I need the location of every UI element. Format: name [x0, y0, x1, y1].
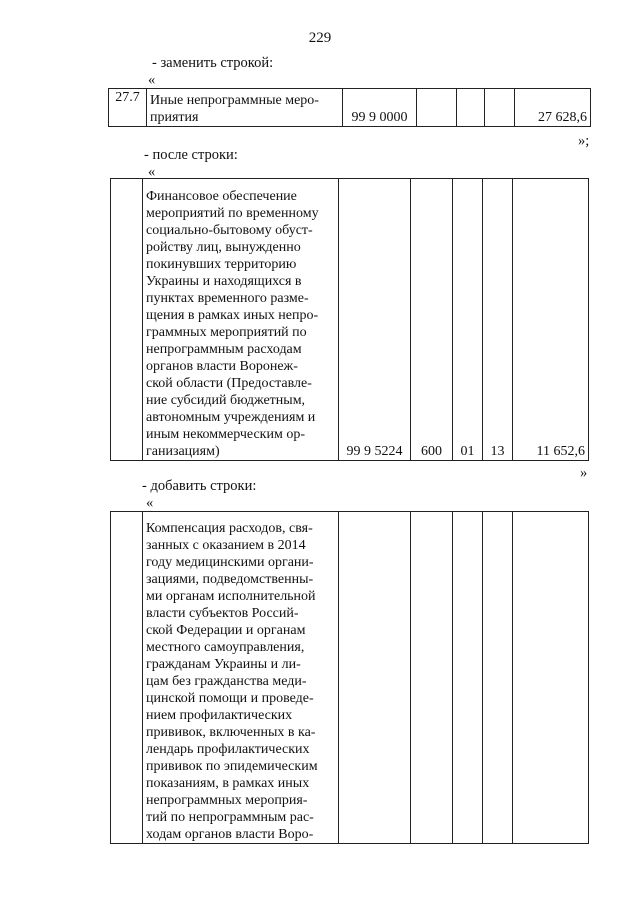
row-name-line: Украины и находящихся в: [146, 274, 302, 289]
code-cell: 99 9 5224: [339, 179, 411, 461]
vr-cell: [417, 89, 457, 127]
row-name-line: ройству лиц, вынужденно: [146, 240, 301, 255]
table-row: [111, 179, 589, 461]
row-name-line: прививок, включенных в ка-: [146, 725, 316, 740]
row-name-line: нием профилактических: [146, 708, 293, 723]
pr-cell: [483, 512, 513, 844]
close-quote: »;: [578, 133, 590, 149]
open-quote: «: [148, 164, 156, 180]
pr-cell: 13: [483, 179, 513, 461]
code-cell: 99 9 0000: [343, 89, 417, 127]
row-name-line: органов власти Воронеж-: [146, 359, 298, 374]
row-number: [111, 512, 143, 844]
row-name-line: ние субсидий бюджетным,: [146, 393, 306, 408]
after-table: [110, 178, 589, 461]
replacement-table: [108, 88, 591, 127]
row-name-line: Иные непрограммные меро-: [150, 93, 319, 108]
row-number: [111, 179, 143, 461]
amount-cell: 11 652,6: [513, 179, 589, 461]
row-name-line: покинувших территорию: [146, 257, 297, 272]
row-name-line: прививок по эпидемическим: [146, 759, 318, 774]
row-name-line: иным некоммерческим ор-: [146, 427, 305, 442]
row-name-line: социально-бытовому обуст-: [146, 223, 313, 238]
instruction-after: - после строки:: [144, 147, 238, 163]
row-name-line: ской области (Предоставле-: [146, 376, 312, 391]
row-name-line: щения в рамках иных непро-: [146, 308, 319, 323]
row-name-line: ганизациям): [146, 444, 220, 459]
row-name: [143, 512, 339, 844]
row-name-line: цам без гражданства меди-: [146, 674, 307, 689]
row-name-line: ходам органов власти Воро-: [146, 827, 314, 842]
open-quote: «: [146, 495, 154, 511]
vr-cell: 600: [411, 179, 453, 461]
page-number: 229: [308, 30, 332, 46]
rz-cell: [457, 89, 485, 127]
row-name-line: граммных мероприятий по: [146, 325, 307, 340]
row-name-line: пунктах временного разме-: [146, 291, 309, 306]
row-name-line: гражданам Украины и ли-: [146, 657, 301, 672]
row-name-line: ской Федерации и органам: [146, 623, 306, 638]
row-name-line: непрограммным расходам: [146, 342, 302, 357]
code-cell: [339, 512, 411, 844]
rz-cell: [453, 512, 483, 844]
row-name-line: Финансовое обеспечение: [146, 189, 297, 204]
row-name-line: занных с оказанием в 2014: [146, 538, 306, 553]
instruction-add: - добавить строки:: [142, 478, 257, 494]
open-quote: «: [148, 72, 156, 88]
table-row: [109, 89, 591, 127]
row-name-line: цинской помощи и проведе-: [146, 691, 314, 706]
row-name: [147, 89, 343, 127]
rz-cell: 01: [453, 179, 483, 461]
row-name-line: году медицинскими органи-: [146, 555, 314, 570]
vr-cell: [411, 512, 453, 844]
row-name-line: лендарь профилактических: [146, 742, 310, 757]
row-number: 27.7: [109, 89, 147, 127]
row-name-line: мероприятий по временному: [146, 206, 319, 221]
row-name-line: местного самоуправления,: [146, 640, 305, 655]
added-table: [110, 511, 589, 844]
row-name-line: Компенсация расходов, свя-: [146, 521, 313, 536]
row-name-line: показаниям, в рамках иных: [146, 776, 310, 791]
amount-cell: [513, 512, 589, 844]
amount-cell: 27 628,6: [515, 89, 591, 127]
row-name-line: непрограммных мероприя-: [146, 793, 308, 808]
row-name-line: власти субъектов Россий-: [146, 606, 299, 621]
row-name-line: автономным учреждениям и: [146, 410, 316, 425]
instruction-replace: - заменить строкой:: [152, 55, 274, 71]
row-name-line: тий по непрограммным рас-: [146, 810, 314, 825]
row-name: [143, 179, 339, 461]
row-name-line: зациями, подведомственны-: [146, 572, 314, 587]
close-quote: »: [580, 465, 588, 481]
table-row: [111, 512, 589, 844]
pr-cell: [485, 89, 515, 127]
row-name-line: ми органам исполнительной: [146, 589, 316, 604]
row-name-line: приятия: [150, 110, 199, 125]
